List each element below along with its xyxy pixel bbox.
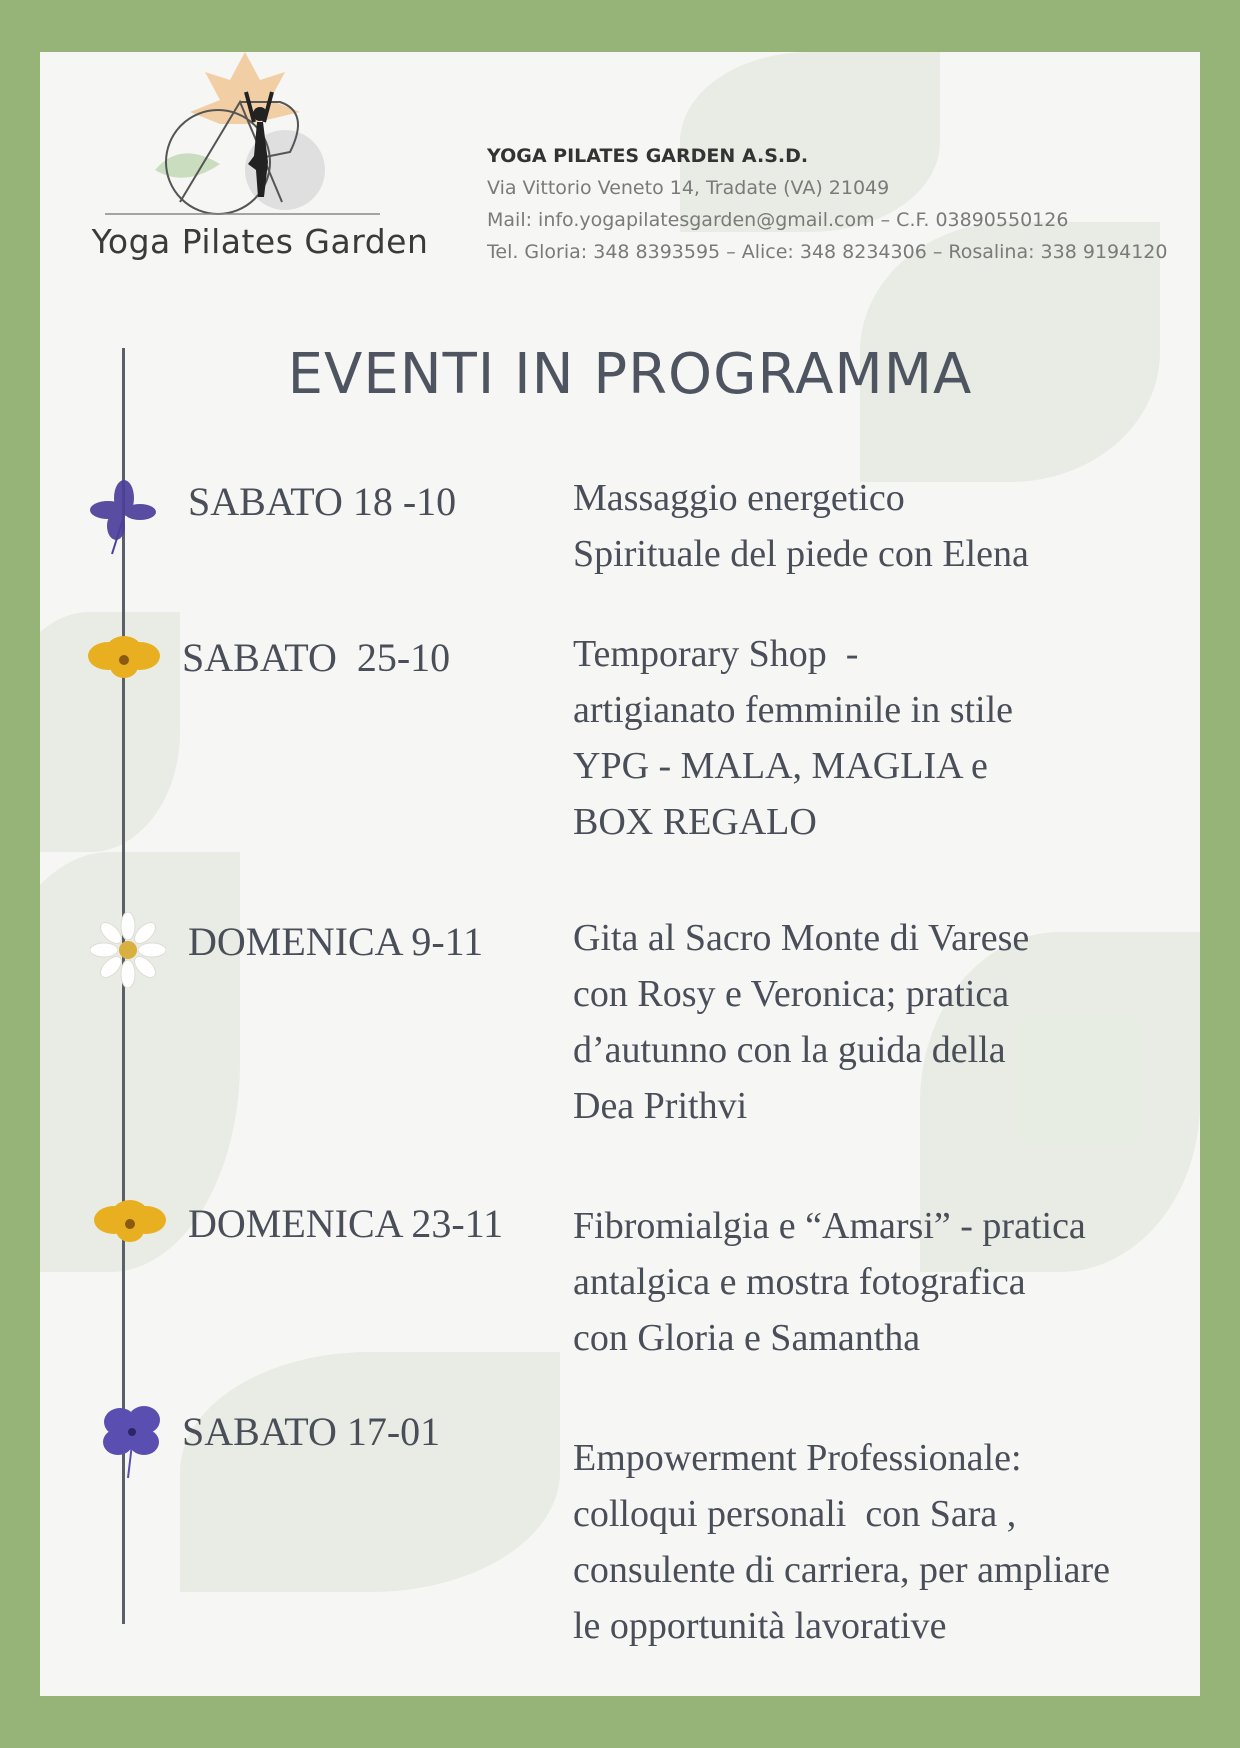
event-line: Fibromialgia e “Amarsi” - pratica [573, 1205, 1086, 1247]
event-description [573, 626, 1193, 850]
event-date: DOMENICA 9-11 [188, 919, 484, 964]
logo [60, 52, 429, 267]
event-line: BOX REGALO [573, 801, 817, 843]
event-line: d’autunno con la guida della [573, 1029, 1006, 1071]
event-line: le opportunità lavorative [573, 1605, 947, 1647]
event-line: Spirituale del piede con Elena [573, 533, 1029, 575]
event-line: Gita al Sacro Monte di Varese [573, 917, 1030, 959]
background-leaf [180, 1352, 560, 1592]
event-description [573, 910, 1193, 1134]
event-line: Empowerment Professionale: [573, 1437, 1022, 1479]
purple-flower-icon [84, 476, 164, 561]
event-date: SABATO 17-01 [182, 1409, 441, 1454]
event-line: YPG - MALA, MAGLIA e [573, 745, 988, 787]
event-date: DOMENICA 23-11 [188, 1201, 504, 1246]
flyer-page [40, 52, 1200, 1696]
event-description [573, 1198, 1193, 1366]
event-line: con Gloria e Samantha [573, 1317, 921, 1359]
event-description [573, 470, 1193, 582]
event-description [573, 1430, 1193, 1654]
org-address: Via Vittorio Veneto 14, Tradate (VA) 21049 [487, 177, 890, 199]
org-info [487, 140, 1167, 268]
brand-name: Yoga Pilates Garden [91, 222, 429, 261]
event-date: SABATO 18 -10 [188, 479, 457, 524]
event-line: antalgica e mostra fotografica [573, 1261, 1026, 1303]
page-title: EVENTI IN PROGRAMMA [287, 342, 973, 407]
yoga-logo-icon [60, 52, 420, 222]
yellow-flower-icon [84, 632, 164, 697]
event-line: Temporary Shop - [573, 633, 859, 675]
violet-flower-icon [98, 1398, 168, 1483]
event-line: Dea Prithvi [573, 1085, 748, 1127]
yellow-flower-icon [90, 1196, 170, 1261]
event-line: Massaggio energetico [573, 477, 905, 519]
org-tel: Tel. Gloria: 348 8393595 – Alice: 348 8234306 – Rosalina: 338 9194120 [487, 241, 1168, 263]
org-name: YOGA PILATES GARDEN A.S.D. [487, 145, 809, 167]
event-line: artigianato femminile in stile [573, 689, 1014, 731]
org-mail: Mail: info.yogapilatesgarden@gmail.com – C.F. 03890550126 [487, 209, 1069, 231]
event-line: colloqui personali con Sara , [573, 1493, 1017, 1535]
event-line: consulente di carriera, per ampliare [573, 1549, 1110, 1591]
event-line: con Rosy e Veronica; pratica [573, 973, 1010, 1015]
daisy-flower-icon [90, 912, 166, 993]
event-date: SABATO 25-10 [182, 635, 451, 680]
